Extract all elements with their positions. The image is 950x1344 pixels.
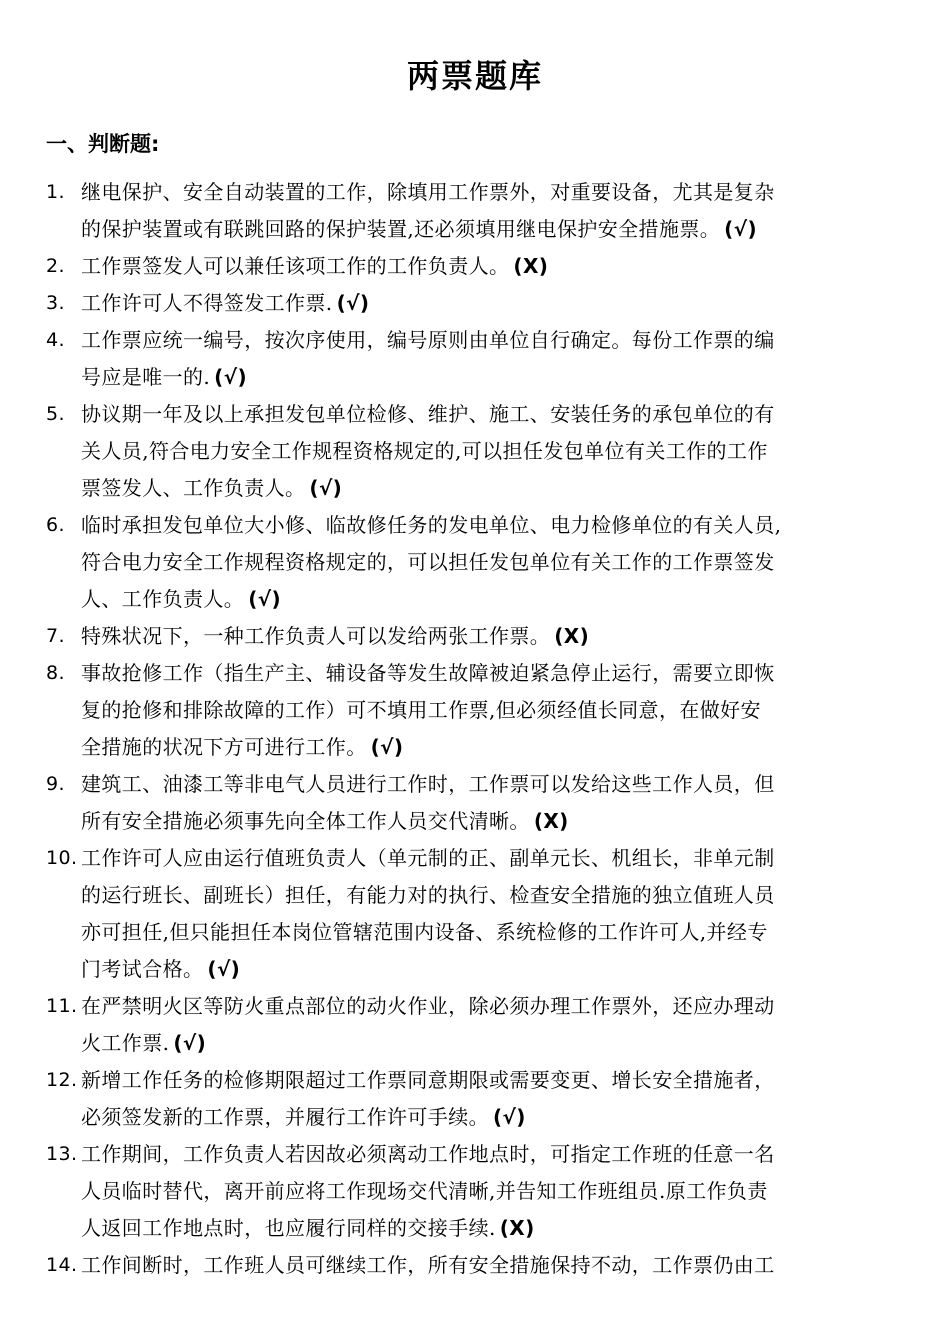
question-item (0, 248, 893, 285)
question-text-line (81, 988, 893, 1025)
question-text: 符合电力安全工作规程资格规定的，可以担任发包单位有关工作的工作票签发 (81, 550, 775, 574)
question-number: 2. (46, 255, 65, 277)
question-text: 工作票应统一编号，按次序使用，编号原则由单位自行确定。每份工作票的编 (81, 328, 775, 352)
answer-mark: (√) (207, 957, 241, 981)
question-text-line (81, 322, 893, 359)
question-number: 6. (46, 514, 65, 536)
question-text: 在严禁明火区等防火重点部位的动火作业，除必须办理工作票外，还应办理动 (81, 994, 775, 1018)
question-text-line (81, 544, 893, 581)
question-text-line (81, 507, 893, 544)
question-number: 14. (46, 1254, 78, 1276)
question-item (0, 1136, 893, 1247)
question-text: 工作许可人应由运行值班负责人（单元制的正、副单元长、机组长，非单元制 (81, 846, 775, 870)
question-item (0, 1062, 893, 1136)
question-text: 火工作票. (81, 1031, 170, 1055)
question-number: 9. (46, 773, 65, 795)
question-number: 13. (46, 1143, 78, 1165)
question-list (0, 174, 950, 1284)
question-text-line (81, 1247, 893, 1284)
question-text: 人员临时替代，离开前应将工作现场交代清晰,并告知工作班组员.原工作负责 (81, 1179, 768, 1203)
answer-mark: (√) (173, 1031, 207, 1055)
question-text: 继电保护、安全自动装置的工作，除填用工作票外，对重要设备，尤其是复杂 (81, 180, 775, 204)
question-text-line (81, 914, 893, 951)
question-number: 4. (46, 329, 65, 351)
question-item (0, 285, 893, 322)
question-number: 7. (46, 625, 65, 647)
question-number: 5. (46, 403, 65, 425)
question-number: 1. (46, 181, 65, 203)
question-text-line (81, 581, 893, 618)
question-text: 必须签发新的工作票，并履行工作许可手续。 (81, 1105, 489, 1129)
question-text-line (81, 359, 893, 396)
question-text: 临时承担发包单位大小修、临故修任务的发电单位、电力检修单位的有关人员, (81, 513, 782, 537)
question-item (0, 840, 893, 988)
question-text-line (81, 766, 893, 803)
question-text-line (81, 396, 893, 433)
question-text-line (81, 174, 893, 211)
question-text: 人返回工作地点时，也应履行同样的交接手续. (81, 1216, 496, 1240)
answer-mark: (X) (533, 809, 569, 833)
answer-mark: (√) (493, 1105, 526, 1129)
question-text: 人、工作负责人。 (81, 587, 245, 611)
question-text-line (81, 1062, 893, 1099)
answer-mark: (√) (336, 291, 370, 315)
question-text: 工作许可人不得签发工作票. (81, 291, 333, 315)
question-number: 3. (46, 292, 65, 314)
question-item (0, 618, 893, 655)
question-number: 11. (46, 995, 78, 1017)
question-item (0, 988, 893, 1062)
question-text: 复的抢修和排除故障的工作）可不填用工作票,但必须经值长同意，在做好安 (81, 698, 761, 722)
question-text: 门考试合格。 (81, 957, 204, 981)
question-text: 关人员,符合电力安全工作规程资格规定的,可以担任发包单位有关工作的工作 (81, 439, 768, 463)
answer-mark: (X) (499, 1216, 535, 1240)
question-text: 事故抢修工作（指生产主、辅设备等发生故障被迫紧急停止运行，需要立即恢 (81, 661, 775, 685)
question-text-line (81, 285, 893, 322)
section-heading: 一、判断题: (46, 132, 160, 156)
question-text-line (81, 729, 893, 766)
question-text-line (81, 470, 893, 507)
question-text: 协议期一年及以上承担发包单位检修、维护、施工、安装任务的承包单位的有 (81, 402, 775, 426)
question-text: 票签发人、工作负责人。 (81, 476, 306, 500)
question-text-line (81, 951, 893, 988)
question-text-line (81, 618, 893, 655)
question-text: 工作票签发人可以兼任该项工作的工作负责人。 (81, 254, 510, 278)
question-text-line (81, 877, 893, 914)
question-item (0, 655, 893, 766)
answer-mark: (X) (513, 254, 549, 278)
question-text-line (81, 1173, 893, 1210)
question-text-line (81, 1136, 893, 1173)
question-text-line (81, 433, 893, 470)
question-number: 10. (46, 847, 78, 869)
question-number: 12. (46, 1069, 78, 1091)
question-text-line (81, 211, 893, 248)
question-text: 的运行班长、副班长）担任，有能力对的执行、检查安全措施的独立值班人员 (81, 883, 775, 907)
answer-mark: (√) (370, 735, 404, 759)
answer-mark: (√) (248, 587, 282, 611)
question-text: 工作间断时，工作班人员可继续工作，所有安全措施保持不动，工作票仍由工 (81, 1253, 775, 1277)
question-text-line (81, 248, 893, 285)
question-item (0, 174, 893, 248)
question-item (0, 396, 893, 507)
question-item (0, 322, 893, 396)
question-item (0, 766, 893, 840)
question-text-line (81, 803, 893, 840)
question-number: 8. (46, 662, 65, 684)
question-text: 建筑工、油漆工等非电气人员进行工作时，工作票可以发给这些工作人员，但 (81, 772, 775, 796)
question-text-line (81, 655, 893, 692)
page-title: 两票题库 (406, 57, 543, 95)
question-text-line (81, 692, 893, 729)
answer-mark: (√) (214, 365, 247, 389)
question-text: 所有安全措施必须事先向全体工作人员交代清晰。 (81, 809, 530, 833)
question-text: 特殊状况下，一种工作负责人可以发给两张工作票。 (81, 624, 551, 648)
question-item (0, 1247, 893, 1284)
question-text-line (81, 1025, 893, 1062)
question-text: 的保护装置或有联跳回路的保护装置,还必须填用继电保护安全措施票。 (81, 217, 721, 241)
answer-mark: (√) (724, 217, 757, 241)
question-text-line (81, 1099, 893, 1136)
question-item (0, 507, 893, 618)
question-text: 亦可担任,但只能担任本岗位管辖范围内设备、系统检修的工作许可人,并经专 (81, 920, 768, 944)
question-text: 全措施的状况下方可进行工作。 (81, 735, 367, 759)
question-text: 号应是唯一的. (81, 365, 211, 389)
answer-mark: (X) (554, 624, 590, 648)
question-text: 新增工作任务的检修期限超过工作票同意期限或需要变更、增长安全措施者， (81, 1068, 775, 1092)
question-text-line (81, 840, 893, 877)
question-text-line (81, 1210, 893, 1247)
answer-mark: (√) (309, 476, 343, 500)
question-text: 工作期间，工作负责人若因故必须离动工作地点时，可指定工作班的任意一名 (81, 1142, 775, 1166)
